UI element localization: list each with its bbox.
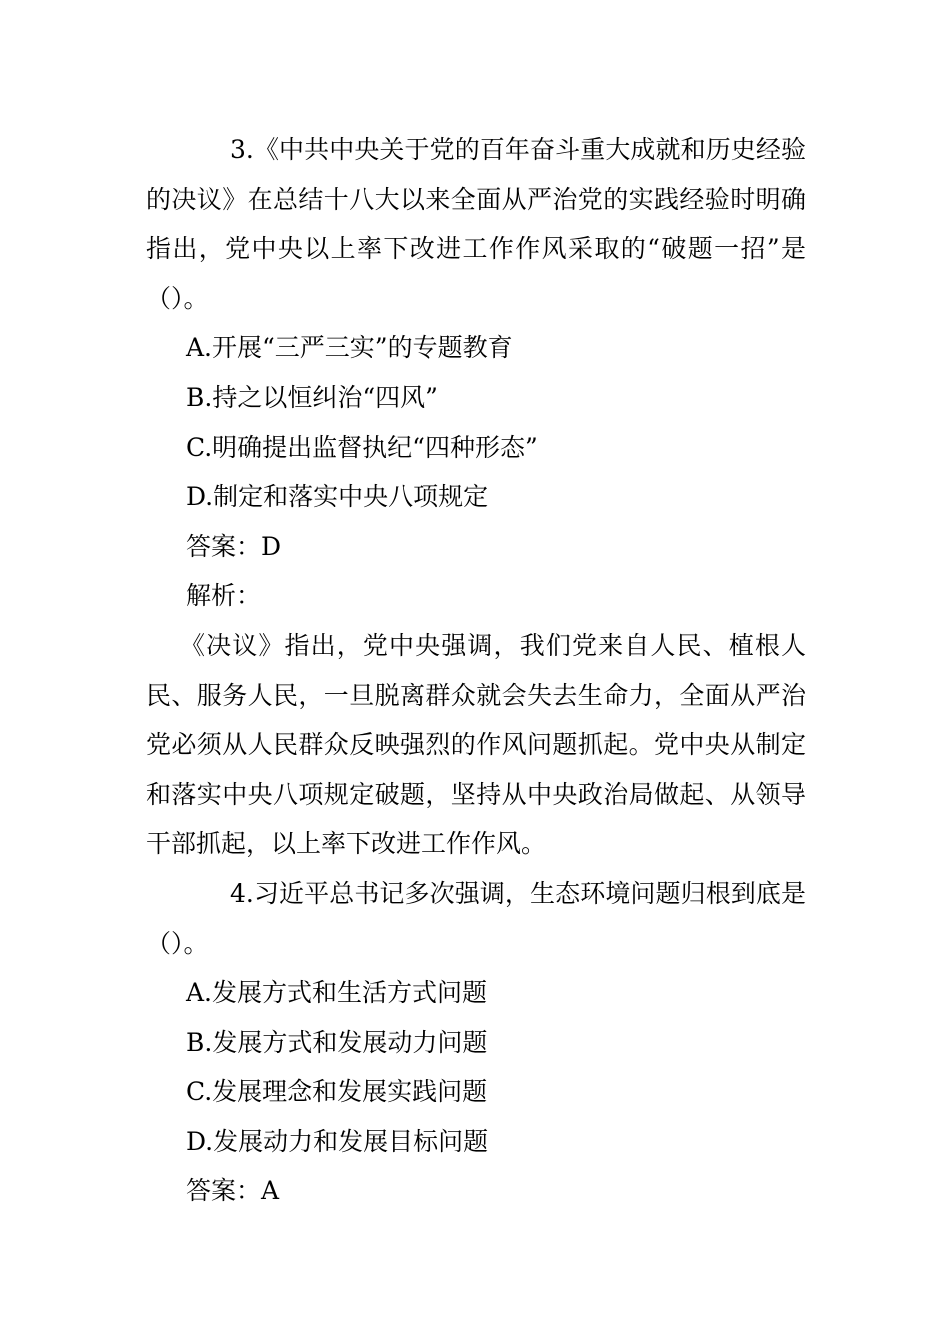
question-4-option-d: D.发展动力和发展目标问题 (186, 1126, 489, 1156)
question-3-option-a: A.开展“三严三实”的专题教育 (186, 333, 513, 363)
question-3-explanation-label: 解析： (186, 581, 262, 611)
question-4-option-a: A.发展方式和生活方式问题 (186, 978, 488, 1008)
question-3-stem: 3.《中共中央关于党的百年奋斗重大成就和历史经验的决议》在总结十八大以来全面从严治党的实践经验时明确指出，党中央以上率下改进工作作风采取的“破题一招”是（）。 (146, 135, 806, 313)
question-3-option-c: C.明确提出监督执纪“四种形态” (186, 432, 538, 462)
question-4-option-b: B.发展方式和发展动力问题 (186, 1027, 488, 1057)
question-3-option-b: B.持之以恒纠治“四风” (186, 382, 438, 412)
document-content (146, 125, 806, 1216)
question-3-option-d: D.制定和落实中央八项规定 (186, 482, 489, 512)
question-3-explanation: 《决议》指出，党中央强调，我们党来自人民、植根人民、服务人民，一旦脱离群众就会失去生命力，全面从严治党必须从人民群众反映强烈的作风问题抓起。党中央从制定和落实中央八项规定破题，坚持从中央政治局做起、从领导干部抓起，以上率下改进工作作风。 (146, 630, 806, 859)
question-4-option-c: C.发展理念和发展实践问题 (186, 1077, 488, 1107)
question-3-answer: 答案：D (186, 531, 282, 561)
question-4-stem: 4.习近平总书记多次强调，生态环境问题归根到底是（）。 (146, 878, 806, 958)
question-4-answer: 答案：A (186, 1176, 280, 1206)
